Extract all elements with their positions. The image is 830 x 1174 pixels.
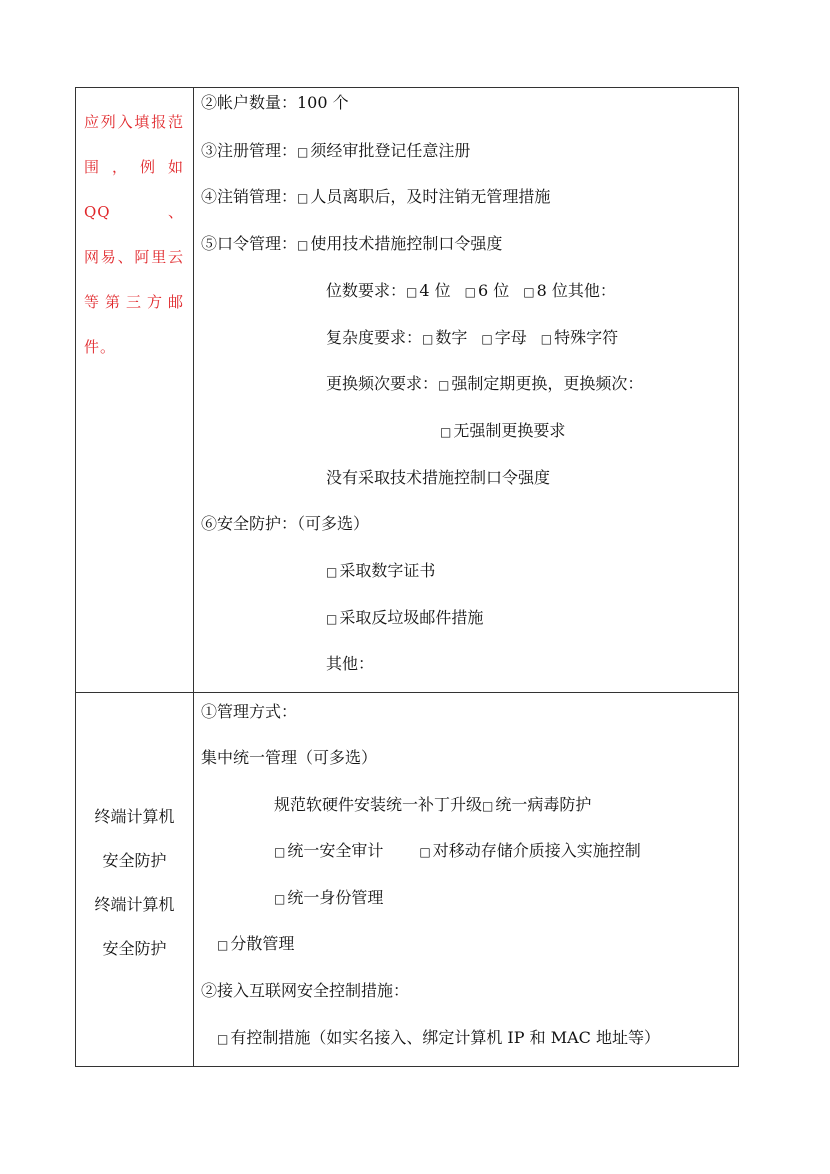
change-label: 更换频次要求： — [326, 374, 439, 393]
label-line: 终端计算机 — [94, 807, 175, 826]
change-none-row — [440, 421, 565, 442]
unified-audit: 统一安全审计 — [287, 841, 384, 860]
note-line: 网易、阿里云 — [84, 248, 184, 266]
checkbox-icon[interactable]: □ — [297, 191, 309, 205]
cancel-label: ④注销管理： — [201, 187, 298, 206]
label-line: 终端计算机 — [94, 895, 175, 914]
checkbox-icon[interactable]: □ — [419, 845, 431, 859]
complexity-requirement — [326, 328, 618, 349]
note-line: 等第三方邮 — [84, 293, 184, 311]
note-line: 应列入填报范 — [84, 113, 184, 131]
register-option-free: 任意注册 — [406, 141, 471, 160]
decentralized-row — [217, 934, 294, 955]
column-divider — [193, 88, 194, 1066]
complexity-letter: 字母 — [494, 328, 527, 347]
password-label: ⑤口令管理： — [201, 234, 298, 253]
checkbox-icon[interactable]: □ — [297, 145, 309, 159]
cancel-option-timely: 人员离职后，及时注销 — [310, 187, 471, 206]
register-management — [201, 141, 470, 162]
security-spam-row — [326, 608, 483, 629]
label-line: 安全防护 — [102, 939, 167, 958]
security-cert-row — [326, 561, 435, 582]
unified-antivirus: 统一病毒防护 — [495, 795, 592, 814]
security-cert: 采取数字证书 — [339, 561, 436, 580]
terminal-security-label — [76, 795, 193, 971]
checkbox-icon[interactable]: □ — [326, 565, 338, 579]
note-line: 围，例如QQ、 — [84, 158, 184, 221]
checkbox-icon[interactable]: □ — [464, 285, 476, 299]
checkbox-icon[interactable]: □ — [217, 1032, 229, 1046]
checkbox-icon[interactable]: □ — [523, 285, 535, 299]
checkbox-icon[interactable]: □ — [440, 425, 452, 439]
audit-media-row — [274, 841, 641, 862]
software-patch-antivirus-row — [274, 795, 591, 816]
digits-other: 其他： — [567, 281, 616, 300]
complexity-label: 复杂度要求： — [326, 328, 423, 347]
change-none: 无强制更换要求 — [453, 421, 566, 440]
scope-note — [84, 100, 184, 370]
checkbox-icon[interactable]: □ — [274, 845, 286, 859]
internet-access-title: ②接入互联网安全控制措施： — [201, 981, 410, 1000]
unified-identity: 统一身份管理 — [287, 888, 384, 907]
security-spam: 采取反垃圾邮件措施 — [339, 608, 484, 627]
identity-row — [274, 888, 383, 909]
checkbox-icon[interactable]: □ — [274, 892, 286, 906]
register-label: ③注册管理： — [201, 141, 298, 160]
row-divider — [76, 692, 738, 693]
account-count: ②帐户数量：100 个 — [201, 93, 349, 112]
central-management-row — [201, 748, 377, 768]
digits-4: 4 位 — [419, 281, 451, 300]
no-tech-measures: 没有采取技术措施控制口令强度 — [326, 468, 551, 487]
digits-8: 8 位 — [536, 281, 568, 300]
decentralized-management: 分散管理 — [230, 934, 295, 953]
standard-software: 规范软硬件安装 — [274, 795, 387, 814]
security-protection: ⑥安全防护：（可多选） — [201, 514, 370, 533]
label-line: 安全防护 — [102, 851, 167, 870]
digits-6: 6 位 — [477, 281, 510, 300]
mobile-media-control: 对移动存储介质接入实施控制 — [432, 841, 641, 860]
cancel-option-none: 无管理措施 — [470, 187, 551, 206]
checkbox-icon[interactable]: □ — [540, 332, 553, 346]
digits-requirement — [326, 281, 616, 302]
checkbox-icon[interactable]: □ — [482, 799, 494, 813]
cancel-management — [201, 187, 550, 208]
checkbox-icon[interactable]: □ — [481, 332, 493, 346]
unified-patch: 统一补丁升级 — [386, 795, 483, 814]
change-requirement — [326, 374, 643, 395]
digits-label: 位数要求： — [326, 281, 407, 300]
form-table — [75, 87, 739, 1067]
security-other: 其他： — [326, 654, 375, 673]
management-mode-title: ①管理方式： — [201, 702, 298, 721]
checkbox-icon[interactable]: □ — [438, 378, 450, 392]
note-line: 件。 — [84, 338, 117, 356]
control-measures: 有控制措施（如实名接入、绑定计算机 IP 和 MAC 地址等） — [230, 1028, 660, 1047]
register-option-approval: 须经审批登记 — [310, 141, 407, 160]
controls-row — [217, 1028, 660, 1049]
password-option-tech: 使用技术措施控制口令强度 — [310, 234, 503, 253]
complexity-special: 特殊字符 — [554, 328, 619, 347]
checkbox-icon[interactable]: □ — [217, 938, 229, 952]
complexity-number: 数字 — [435, 328, 468, 347]
checkbox-icon[interactable]: □ — [297, 238, 309, 252]
checkbox-icon[interactable]: □ — [406, 285, 418, 299]
central-management: 集中统一管理（可多选） — [201, 748, 378, 767]
password-management — [201, 234, 502, 255]
checkbox-icon[interactable]: □ — [326, 612, 338, 626]
checkbox-icon[interactable]: □ — [422, 332, 434, 346]
change-forced: 强制定期更换，更换频次： — [451, 374, 644, 393]
